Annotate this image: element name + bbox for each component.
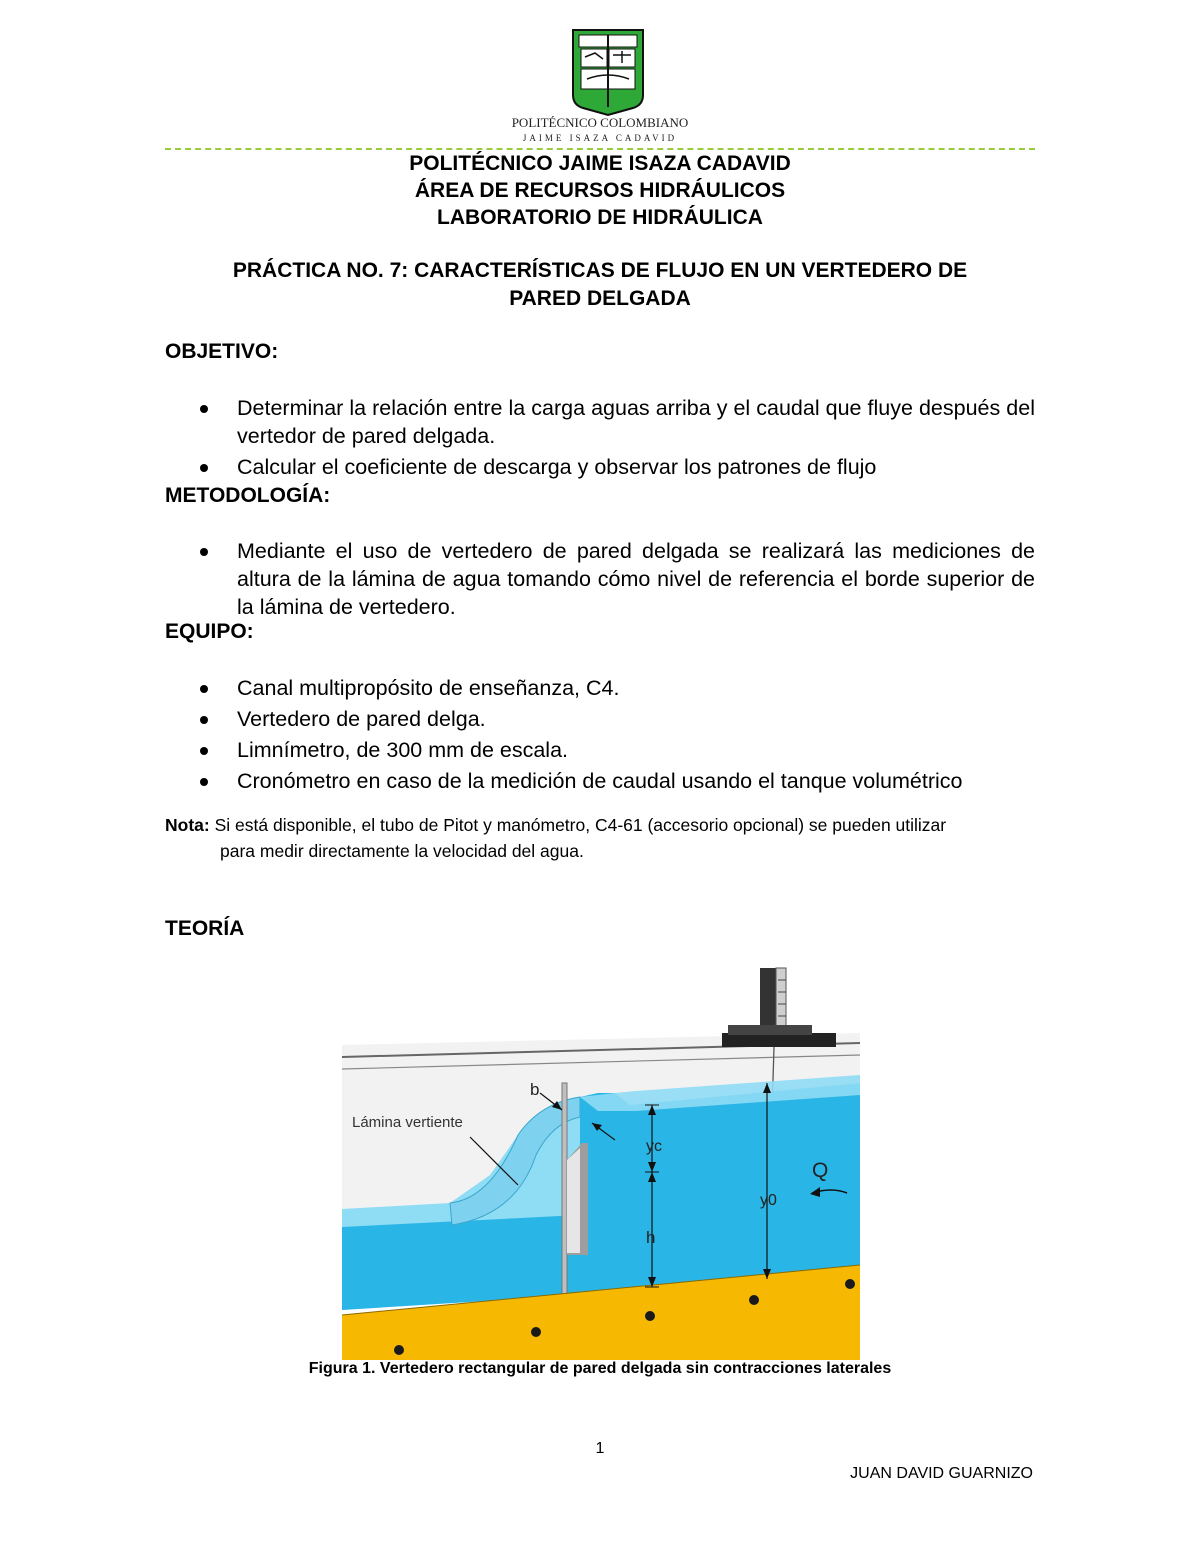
bullet-icon (200, 685, 208, 693)
bullet-icon (200, 747, 208, 755)
list-item: Vertedero de pared delga. (165, 705, 1035, 733)
list-item: Canal multipropósito de enseñanza, C4. (165, 674, 1035, 702)
weir-figure (340, 965, 862, 1360)
note-text-line2: para medir directamente la velocidad del agua. (220, 841, 584, 861)
note-label: Nota: (165, 815, 210, 835)
bullet-icon (200, 548, 208, 556)
bullet-icon (200, 464, 208, 472)
teoria-heading: TEORÍA (165, 917, 245, 940)
label-y0: y0 (760, 1192, 777, 1209)
practice-title: PRÁCTICA NO. 7: CARACTERÍSTICAS DE FLUJO EN UN VERTEDERO DE PARED DELGADA (232, 259, 968, 310)
logo-name: POLITÉCNICO COLOMBIANO (511, 115, 689, 130)
note-paragraph (165, 812, 1035, 864)
label-b: b (530, 1080, 540, 1099)
list-item: Cronómetro en caso de la medición de caudal usando el tanque volumétrico (165, 767, 1035, 795)
document-header (165, 150, 1035, 231)
equipo-heading: EQUIPO: (165, 620, 254, 643)
figure-caption: Figura 1. Vertedero rectangular de pared delgada sin contracciones laterales (308, 1360, 892, 1377)
list-item: Determinar la relación entre la carga aguas arriba y el caudal que fluye después del vertedor de pared delgada. (165, 394, 1035, 450)
objetivo-heading: OBJETIVO: (165, 340, 279, 363)
logo-subname: JAIME ISAZA CADAVID (522, 133, 678, 143)
institution-title: POLITÉCNICO JAIME ISAZA CADAVID (409, 152, 791, 175)
bullet-icon (200, 405, 208, 413)
list-item: Calcular el coeficiente de descarga y observar los patrones de flujo (165, 453, 1035, 481)
bullet-icon (200, 778, 208, 786)
area-title: ÁREA DE RECURSOS HIDRÁULICOS (414, 179, 786, 202)
label-lamina-vertiente: Lámina vertiente (352, 1114, 463, 1131)
institution-logo (455, 25, 745, 150)
label-h: h (646, 1228, 656, 1247)
bullet-icon (200, 716, 208, 724)
label-q: Q (812, 1159, 829, 1182)
equipo-list (165, 674, 1035, 795)
page-number: 1 (595, 1440, 605, 1457)
lab-title: LABORATORIO DE HIDRÁULICA (437, 206, 763, 229)
author-name: JUAN DAVID GUARNIZO (850, 1465, 1033, 1482)
list-item: Mediante el uso de vertedero de pared delgada se realizará las mediciones de altura de la lámina de agua tomando cómo nivel de referencia el borde superior de la lámina de vertedero. (165, 537, 1035, 621)
label-yc: yc (646, 1138, 662, 1155)
objetivo-list (165, 394, 1035, 481)
note-text-line1: Si está disponible, el tubo de Pitot y manómetro, C4-61 (accesorio opcional) se pueden utilizar (214, 815, 947, 835)
metodologia-heading: METODOLOGÍA: (165, 484, 331, 507)
metodologia-list (165, 537, 1035, 621)
list-item: Limnímetro, de 300 mm de escala. (165, 736, 1035, 764)
